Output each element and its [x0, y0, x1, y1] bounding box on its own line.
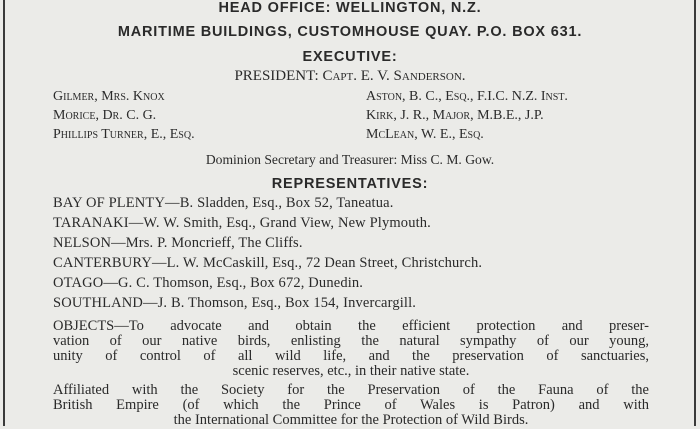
- executive-member: Phillips Turner, E., Esq.: [53, 127, 195, 142]
- executive-member: McLean, W. E., Esq.: [366, 127, 484, 142]
- objects-line: vation of our native birds, enlisting the natural sympathy of our young,: [53, 333, 649, 349]
- executive-member: Kirk, J. R., Major, M.B.E., J.P.: [366, 108, 544, 123]
- address-line: MARITIME BUILDINGS, CUSTOMHOUSE QUAY. P.O. BOX 631.: [117, 24, 583, 40]
- objects-line: unity of control of all wild life, and the preservation of sanctuaries,: [53, 348, 649, 364]
- representative-entry: BAY OF PLENTY—B. Sladden, Esq., Box 52, Taneatua.: [53, 195, 394, 211]
- affiliation-line: the International Committee for the Protection of Wild Birds.: [173, 412, 529, 428]
- representatives-heading: REPRESENTATIVES:: [271, 176, 429, 192]
- representative-entry: SOUTHLAND—J. B. Thomson, Esq., Box 154, Invercargill.: [53, 295, 417, 311]
- secretary-line: Dominion Secretary and Treasurer: Miss C. M. Gow.: [205, 152, 495, 167]
- objects-line: OBJECTS—To advocate and obtain the efficient protection and preser-: [53, 318, 649, 334]
- executive-member: Aston, B. C., Esq., F.I.C. N.Z. Inst.: [366, 89, 568, 104]
- representative-entry: NELSON—Mrs. P. Moncrieff, The Cliffs.: [53, 235, 303, 251]
- affiliation-line: British Empire (of which the Prince of Wales is Patron) and with: [53, 397, 649, 413]
- head-office-line: HEAD OFFICE: WELLINGTON, N.Z.: [218, 0, 482, 16]
- executive-heading: EXECUTIVE:: [302, 49, 398, 65]
- objects-line: scenic reserves, etc., in their native state.: [232, 363, 470, 379]
- representative-entry: TARANAKI—W. W. Smith, Esq., Grand View, New Plymouth.: [53, 215, 431, 231]
- president-line: PRESIDENT: Capt. E. V. Sanderson.: [234, 68, 466, 84]
- affiliation-line: Affiliated with the Society for the Preservation of the Fauna of the: [53, 382, 649, 398]
- representative-entry: OTAGO—G. C. Thomson, Esq., Box 672, Dunedin.: [53, 275, 364, 291]
- representative-entry: CANTERBURY—L. W. McCaskill, Esq., 72 Dean Street, Christchurch.: [53, 255, 483, 271]
- executive-member: Morice, Dr. C. G.: [53, 108, 157, 123]
- executive-member: Gilmer, Mrs. Knox: [53, 89, 165, 104]
